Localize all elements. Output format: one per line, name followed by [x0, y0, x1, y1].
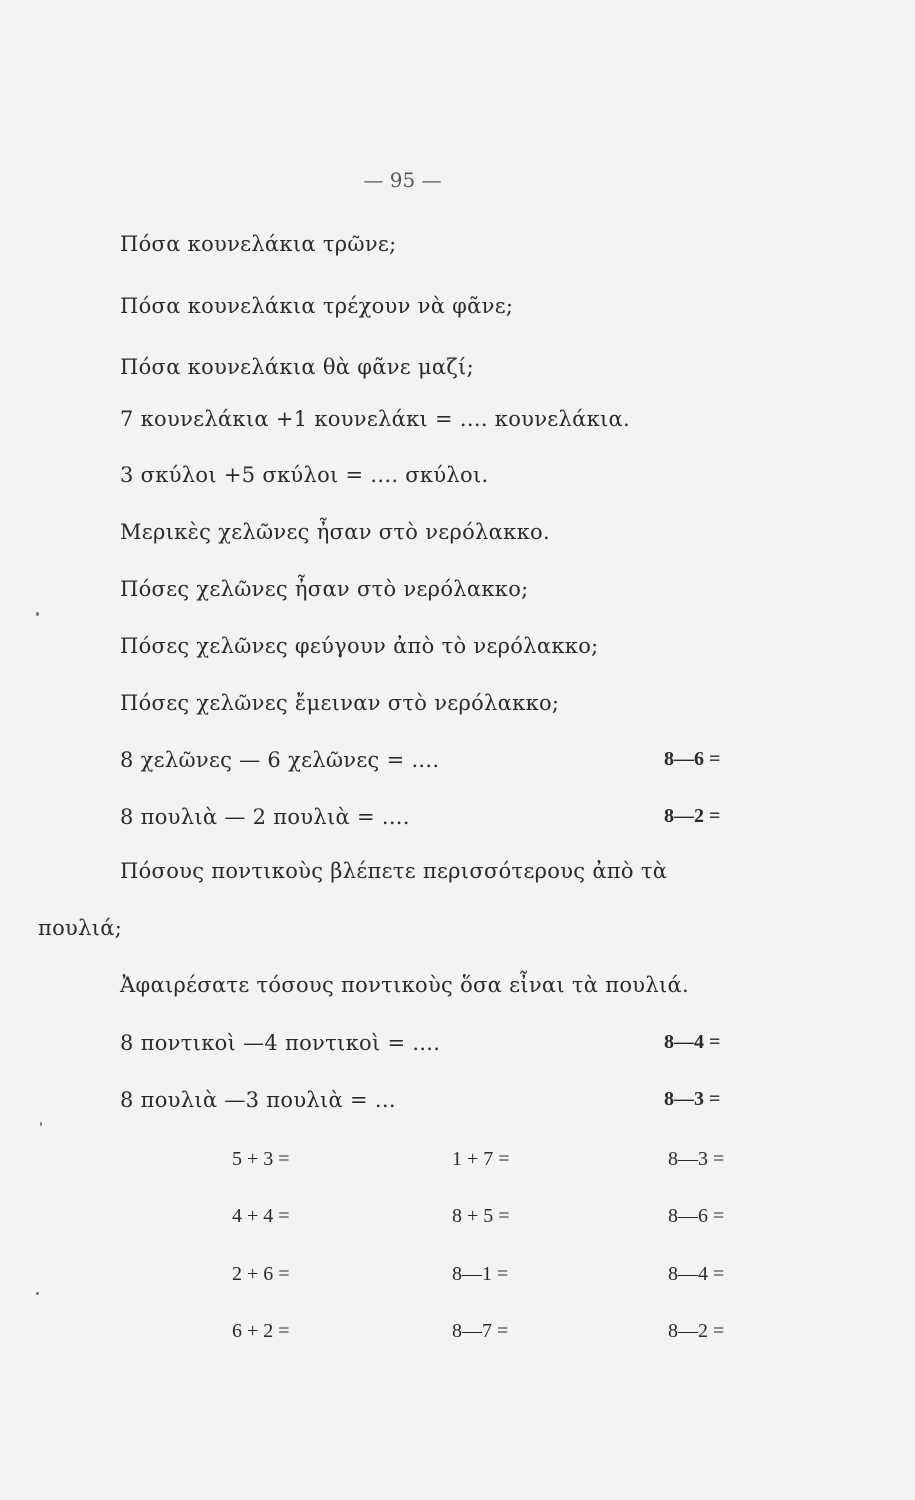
text-line-11: 8 πουλιὰ — 2 πουλιὰ = ....: [120, 805, 410, 829]
text-line-10: 8 χελῶνες — 6 χελῶνες = ....: [120, 748, 440, 772]
scan-speck: [40, 1122, 42, 1126]
scan-speck: [36, 1292, 39, 1295]
grid-col1-row1: 5 + 3 =: [232, 1148, 290, 1170]
text-line-5: 3 σκύλοι +5 σκύλοι = .... σκύλοι.: [120, 463, 489, 487]
text-line-3: Πόσα κουνελάκια θὰ φᾶνε μαζί;: [120, 355, 474, 379]
right-exercise-1: 8—6 =: [664, 748, 721, 770]
grid-col1-row4: 6 + 2 =: [232, 1320, 290, 1342]
text-line-9: Πόσες χελῶνες ἔμειναν στὸ νερόλακκο;: [120, 691, 560, 715]
right-exercise-3: 8—4 =: [664, 1031, 721, 1053]
text-line-12: Πόσους ποντικοὺς βλέπετε περισσότερους ἀπὸ τὰ: [120, 859, 668, 883]
grid-col2-row2: 8 + 5 =: [452, 1205, 510, 1227]
grid-col3-row3: 8—4 =: [668, 1263, 725, 1285]
text-line-15: 8 ποντικοὶ —4 ποντικοὶ = ....: [120, 1031, 441, 1055]
text-line-4: 7 κουνελάκια +1 κουνελάκι = .... κουνελάκια.: [120, 407, 630, 431]
grid-col1-row2: 4 + 4 =: [232, 1205, 290, 1227]
right-exercise-4: 8—3 =: [664, 1088, 721, 1110]
grid-col1-row3: 2 + 6 =: [232, 1263, 290, 1285]
grid-col2-row4: 8—7 =: [452, 1320, 509, 1342]
grid-col3-row2: 8—6 =: [668, 1205, 725, 1227]
text-line-7: Πόσες χελῶνες ἦσαν στὸ νερόλακκο;: [120, 577, 529, 601]
scan-speck: [36, 612, 39, 616]
grid-col2-row3: 8—1 =: [452, 1263, 509, 1285]
text-line-1: Πόσα κουνελάκια τρῶνε;: [120, 232, 397, 256]
grid-col3-row1: 8—3 =: [668, 1148, 725, 1170]
text-line-16: 8 πουλιὰ —3 πουλιὰ = ...: [120, 1088, 396, 1112]
grid-col3-row4: 8—2 =: [668, 1320, 725, 1342]
text-line-2: Πόσα κουνελάκια τρέχουν νὰ φᾶνε;: [120, 294, 514, 318]
text-line-8: Πόσες χελῶνες φεύγουν ἀπὸ τὸ νερόλακκο;: [120, 634, 599, 658]
page-number: — 95 —: [363, 168, 442, 192]
grid-col2-row1: 1 + 7 =: [452, 1148, 510, 1170]
text-line-14: Ἀφαιρέσατε τόσους ποντικοὺς ὅσα εἶναι τὰ πουλιά.: [120, 973, 689, 997]
text-line-13: πουλιά;: [38, 916, 123, 940]
right-exercise-2: 8—2 =: [664, 805, 721, 827]
text-line-6: Μερικὲς χελῶνες ἦσαν στὸ νερόλακκο.: [120, 520, 550, 544]
